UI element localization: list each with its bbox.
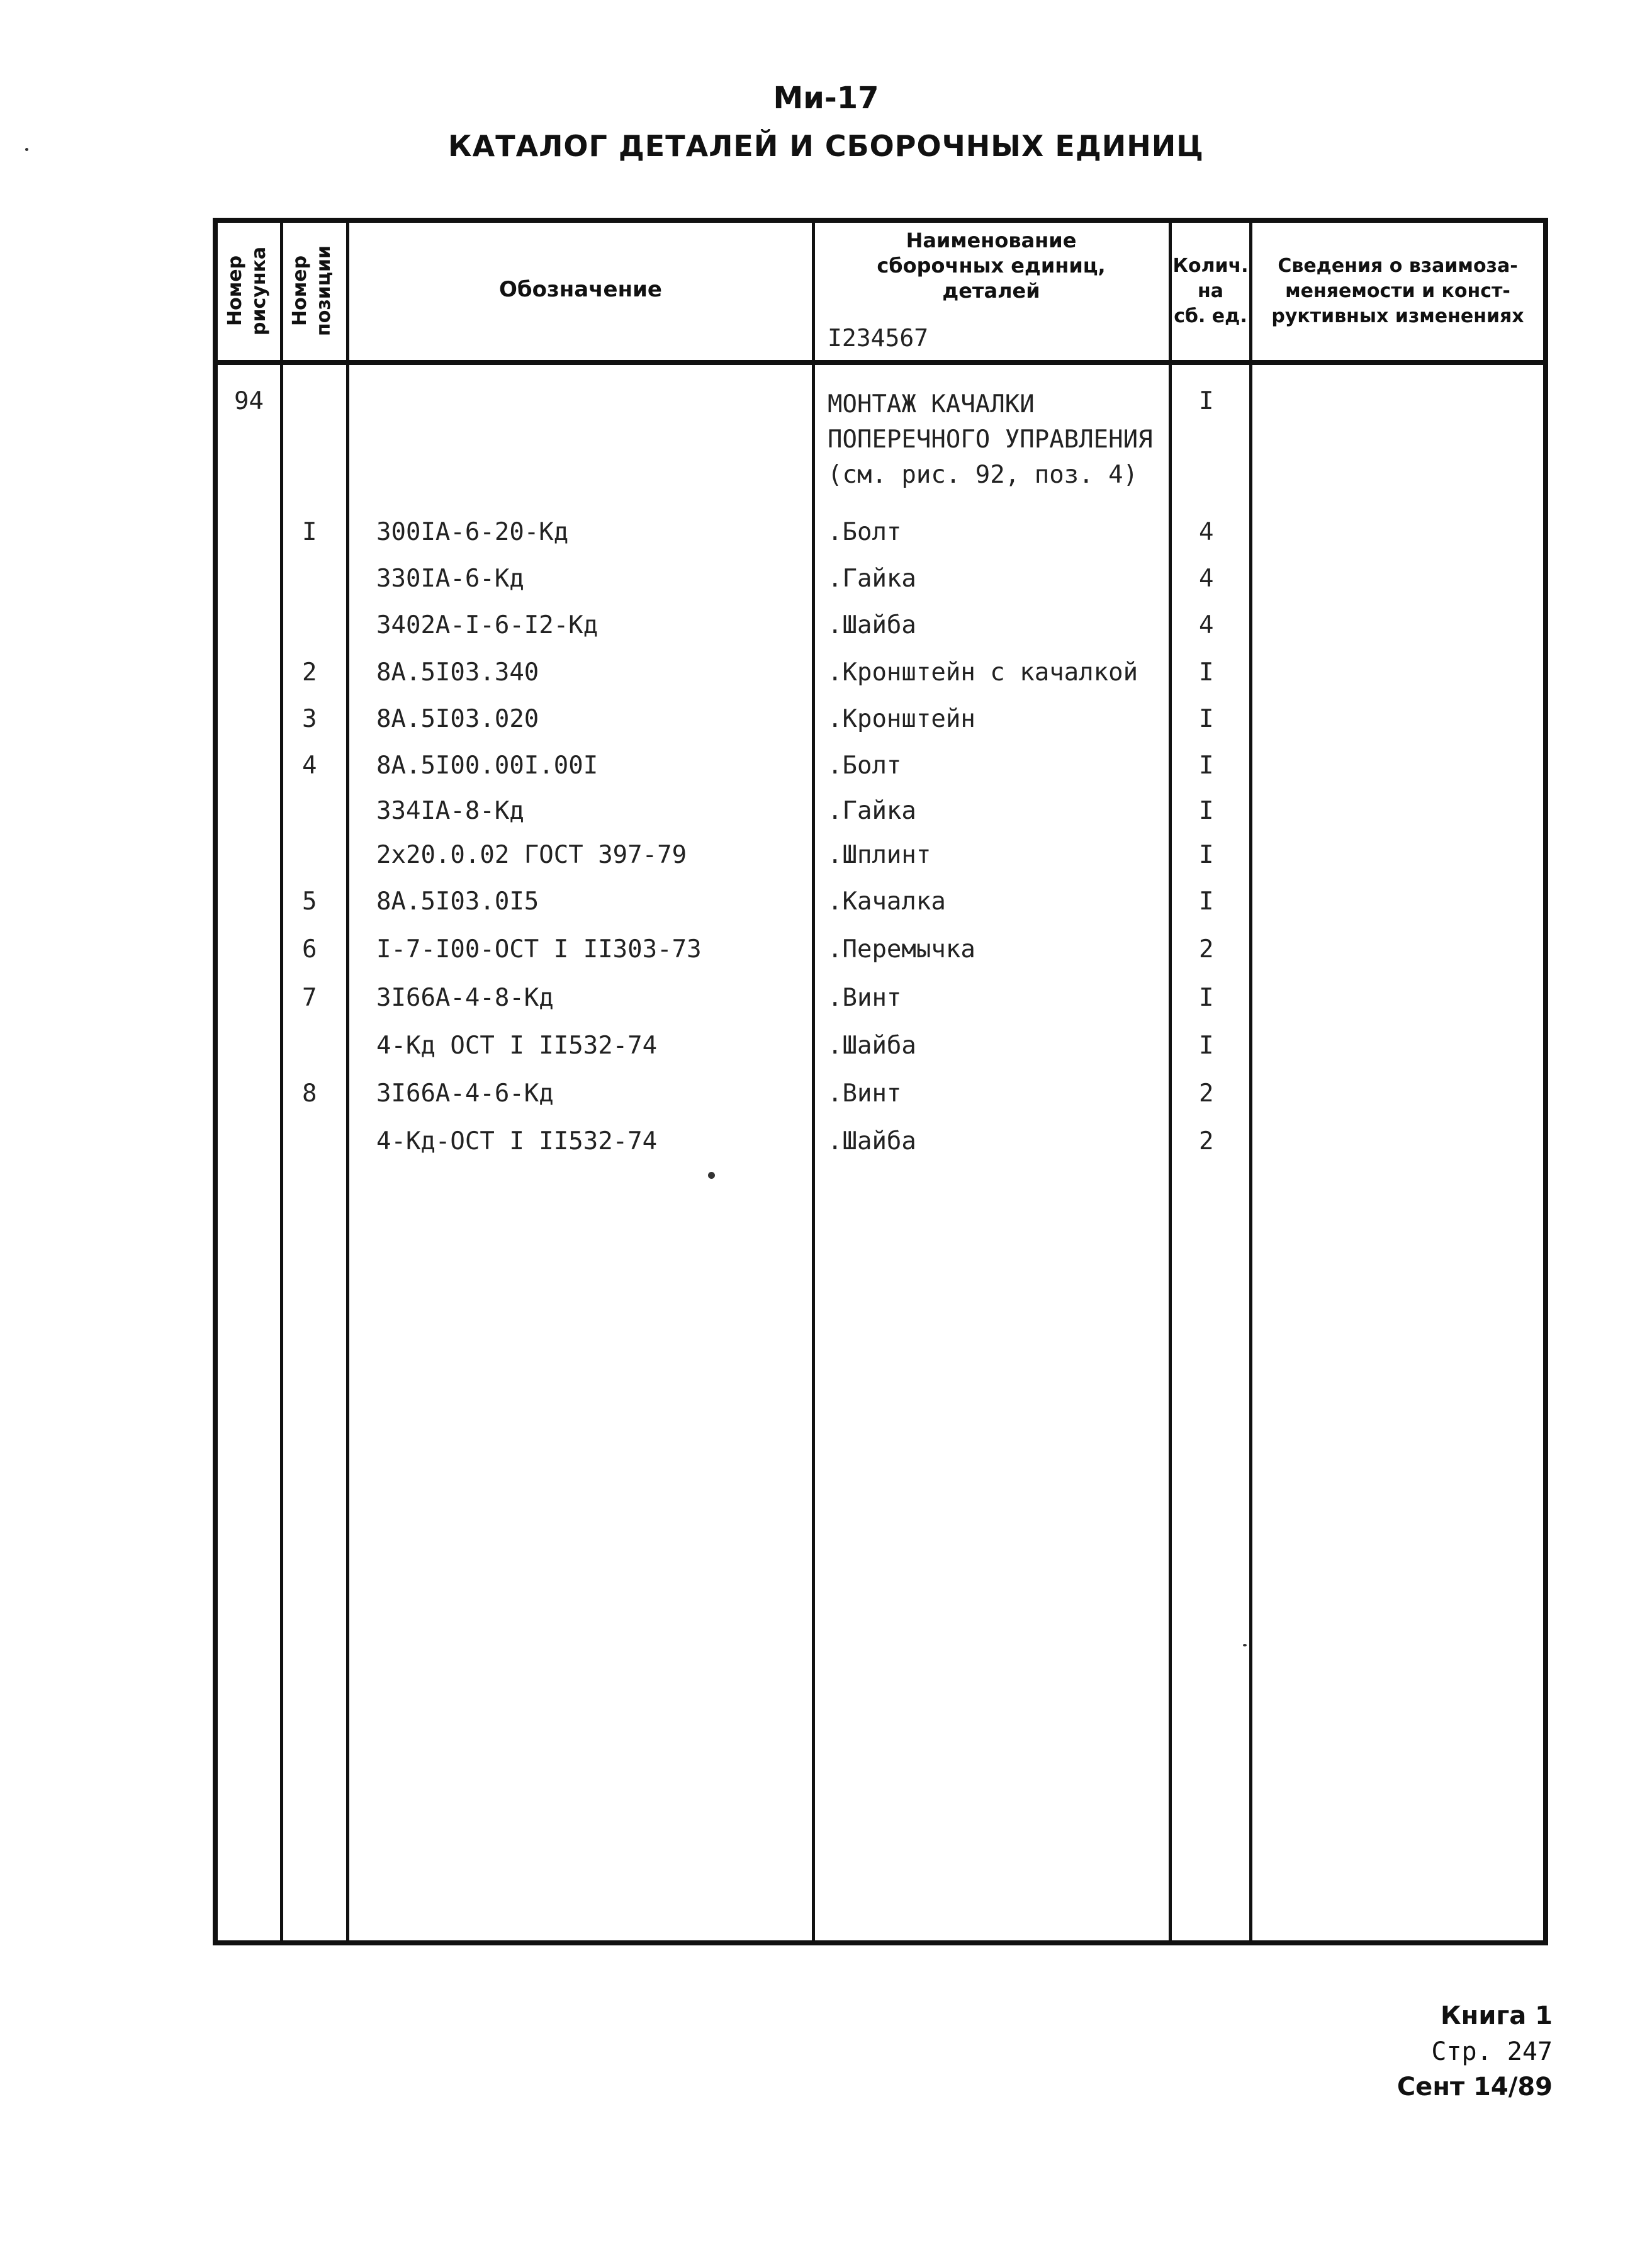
- column-header-name-line: сборочных единиц,: [877, 254, 1106, 278]
- part-quantity: I: [1199, 751, 1214, 780]
- column-header-name: [815, 228, 1167, 303]
- part-name: .Шайба: [828, 1032, 916, 1060]
- part-name: .Кронштейн с качалкой: [828, 658, 1138, 687]
- part-quantity: 4: [1199, 518, 1214, 546]
- footer-book: Книга 1: [1440, 2001, 1553, 2030]
- part-name: .Шплинт: [828, 841, 931, 869]
- position-number: 3: [302, 705, 317, 733]
- part-quantity: I: [1199, 887, 1214, 916]
- column-header-interchangeability-line: руктивных изменениях: [1271, 305, 1524, 327]
- header-divider: [213, 360, 1548, 365]
- part-name: .Гайка: [828, 797, 916, 825]
- column-header-interchangeability: [1252, 254, 1543, 329]
- position-number: I: [302, 518, 317, 546]
- part-designation: 8А.5I03.0I5: [376, 887, 539, 916]
- assembly-name-line: ПОПЕРЕЧНОГО УПРАВЛЕНИЯ: [828, 425, 1153, 454]
- position-number: 7: [302, 984, 317, 1012]
- part-designation: 3I66А-4-6-Кд: [376, 1079, 554, 1108]
- part-name: .Болт: [828, 751, 902, 780]
- part-quantity: I: [1199, 984, 1214, 1012]
- part-name: .Качалка: [828, 887, 946, 916]
- part-designation: 2х20.0.02 ГОСТ 397-79: [376, 841, 687, 869]
- catalog-code: I234567: [828, 324, 929, 352]
- part-name: .Кронштейн: [828, 705, 975, 733]
- part-quantity: I: [1199, 841, 1214, 869]
- part-quantity: 2: [1199, 935, 1214, 964]
- part-name: .Перемычка: [828, 935, 975, 964]
- column-divider: [280, 218, 283, 1945]
- column-header-quantity-line: сб. ед.: [1174, 305, 1247, 327]
- column-divider: [1249, 218, 1252, 1945]
- column-header-quantity-line: на: [1198, 280, 1223, 302]
- part-designation: 3402А-I-6-I2-Кд: [376, 611, 598, 639]
- scan-speck: [708, 1172, 715, 1179]
- footer-page: Стр. 247: [1431, 2037, 1553, 2066]
- part-quantity: I: [1199, 797, 1214, 825]
- column-header-designation: Обозначение: [499, 277, 662, 302]
- position-number: 4: [302, 751, 317, 780]
- part-name: .Шайба: [828, 611, 916, 639]
- assembly-name-line: МОНТАЖ КАЧАЛКИ: [828, 390, 1035, 419]
- column-header-name-line: Наименование: [906, 228, 1077, 252]
- assembly-name: [828, 387, 1153, 493]
- scan-speck: [1243, 1644, 1247, 1646]
- part-designation: 8А.5I00.00I.00I: [376, 751, 598, 780]
- assembly-name-line: (см. рис. 92, поз. 4): [828, 461, 1138, 489]
- assembly-quantity: I: [1199, 387, 1214, 415]
- part-quantity: I: [1199, 705, 1214, 733]
- position-number: 2: [302, 658, 317, 687]
- part-quantity: 2: [1199, 1079, 1214, 1108]
- part-quantity: I: [1199, 1032, 1214, 1060]
- part-designation: 4-Кд ОСТ I II532-74: [376, 1032, 658, 1060]
- part-designation: 4-Кд-ОСТ I II532-74: [376, 1127, 658, 1156]
- part-quantity: 4: [1199, 565, 1214, 593]
- part-designation: 8А.5I03.340: [376, 658, 539, 687]
- part-quantity: I: [1199, 658, 1214, 687]
- part-designation: 300IА-6-20-Кд: [376, 518, 569, 546]
- column-header-name-line: деталей: [942, 279, 1040, 303]
- part-quantity: 2: [1199, 1127, 1214, 1156]
- document-title: КАТАЛОГ ДЕТАЛЕЙ И СБОРОЧНЫХ ЕДИНИЦ: [448, 129, 1204, 163]
- footer-date: Сент 14/89: [1396, 2073, 1553, 2101]
- column-header-interchangeability-line: Сведения о взаимоза-: [1278, 255, 1518, 277]
- part-name: .Гайка: [828, 565, 916, 593]
- part-name: .Болт: [828, 518, 902, 546]
- part-quantity: 4: [1199, 611, 1214, 639]
- part-designation: I-7-I00-ОСТ I II303-73: [376, 935, 702, 964]
- column-header-interchangeability-line: меняемости и конст-: [1285, 280, 1510, 302]
- column-header-position-number: Номер позиции: [289, 245, 335, 337]
- column-header-figure-number: Номер рисунка: [224, 246, 270, 335]
- column-divider: [812, 218, 815, 1945]
- column-header-quantity: [1172, 254, 1249, 329]
- column-header-quantity-line: Колич.: [1172, 255, 1249, 277]
- part-designation: 8А.5I03.020: [376, 705, 539, 733]
- part-designation: 334IА-8-Кд: [376, 797, 524, 825]
- part-name: .Винт: [828, 984, 902, 1012]
- column-divider: [346, 218, 349, 1945]
- figure-number: 94: [234, 387, 264, 415]
- part-name: .Винт: [828, 1079, 902, 1108]
- position-number: 5: [302, 887, 317, 916]
- column-divider: [1169, 218, 1172, 1945]
- part-designation: 3I66А-4-8-Кд: [376, 984, 554, 1012]
- position-number: 8: [302, 1079, 317, 1108]
- part-designation: 330IА-6-Кд: [376, 565, 524, 593]
- document-code: Ми-17: [773, 81, 879, 116]
- part-name: .Шайба: [828, 1127, 916, 1156]
- scan-speck: [25, 148, 28, 151]
- position-number: 6: [302, 935, 317, 964]
